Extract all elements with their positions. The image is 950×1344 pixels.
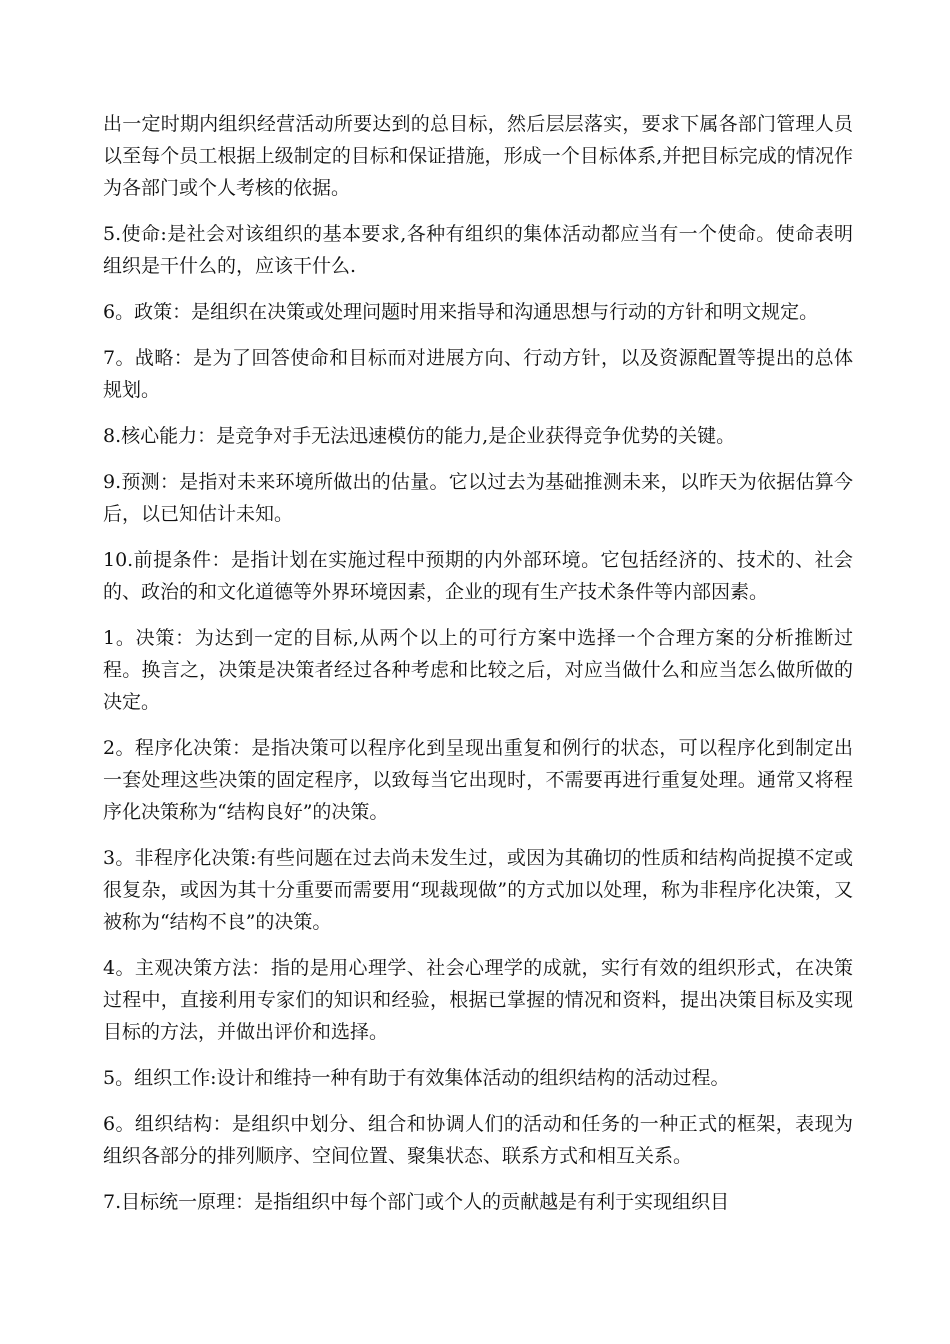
- paragraph-subjective-method: 4。主观决策方法：指的是用心理学、社会心理学的成就，实行有效的组织形式，在决策过程中，直接利用专家们的知识和经验，根据已掌握的情况和资料，提出决策目标及实现目标的方法，并做出评价和选择。: [103, 957, 853, 1043]
- paragraph-premises: 10.前提条件：是指计划在实施过程中预期的内外部环境。它包括经济的、技术的、社会的、政治的和文化道德等外界环境因素，企业的现有生产技术条件等内部因素。: [103, 549, 853, 603]
- paragraph-programmed-decision: 2。程序化决策：是指决策可以程序化到呈现出重复和例行的状态，可以程序化到制定出一套处理这些决策的固定程序，以致每当它出现时，不需要再进行重复处理。通常又将程序化决策称为“结构良好”的决策。: [103, 737, 853, 823]
- paragraph-strategy: 7。战略：是为了回答使命和目标而对进展方向、行动方针，以及资源配置等提出的总体规划。: [103, 347, 853, 401]
- paragraph-organizing: 5。组织工作:设计和维持一种有助于有效集体活动的组织结构的活动过程。: [103, 1067, 730, 1089]
- paragraph-org-structure: 6。组织结构：是组织中划分、组合和协调人们的活动和任务的一种正式的框架，表现为组织各部分的排列顺序、空间位置、聚集状态、联系方式和相互关系。: [103, 1113, 853, 1167]
- paragraph-decision: 1。决策：为达到一定的目标,从两个以上的可行方案中选择一个合理方案的分析推断过程。换言之，决策是决策者经过各种考虑和比较之后，对应当做什么和应当怎么做所做的决定。: [103, 627, 853, 713]
- paragraph-forecast: 9.预测：是指对未来环境所做出的估量。它以过去为基础推测未来，以昨天为依据估算今后，以已知估计未知。: [103, 471, 853, 525]
- paragraph-policy: 6。政策：是组织在决策或处理问题时用来指导和沟通思想与行动的方针和明文规定。: [103, 301, 819, 323]
- paragraph-unity-of-objective: 7.目标统一原理：是指组织中每个部门或个人的贡献越是有利于实现组织目: [103, 1191, 730, 1213]
- document-page: [103, 108, 853, 1232]
- paragraph-mbo-continuation: 出一定时期内组织经营活动所要达到的总目标，然后层层落实，要求下属各部门管理人员以至每个员工根据上级制定的目标和保证措施，形成一个目标体系,并把目标完成的情况作为各部门或个人考核的依据。: [103, 113, 853, 199]
- paragraph-mission: 5.使命:是社会对该组织的基本要求,各种有组织的集体活动都应当有一个使命。使命表明组织是干什么的，应该干什么.: [103, 223, 853, 277]
- paragraph-core-competence: 8.核心能力：是竞争对手无法迅速模仿的能力,是企业获得竞争优势的关键。: [103, 425, 736, 447]
- paragraph-nonprogrammed-decision: 3。非程序化决策:有些问题在过去尚未发生过，或因为其确切的性质和结构尚捉摸不定或很复杂，或因为其十分重要而需要用“现裁现做”的方式加以处理，称为非程序化决策，又被称为“结构不良”的决策。: [103, 847, 853, 933]
